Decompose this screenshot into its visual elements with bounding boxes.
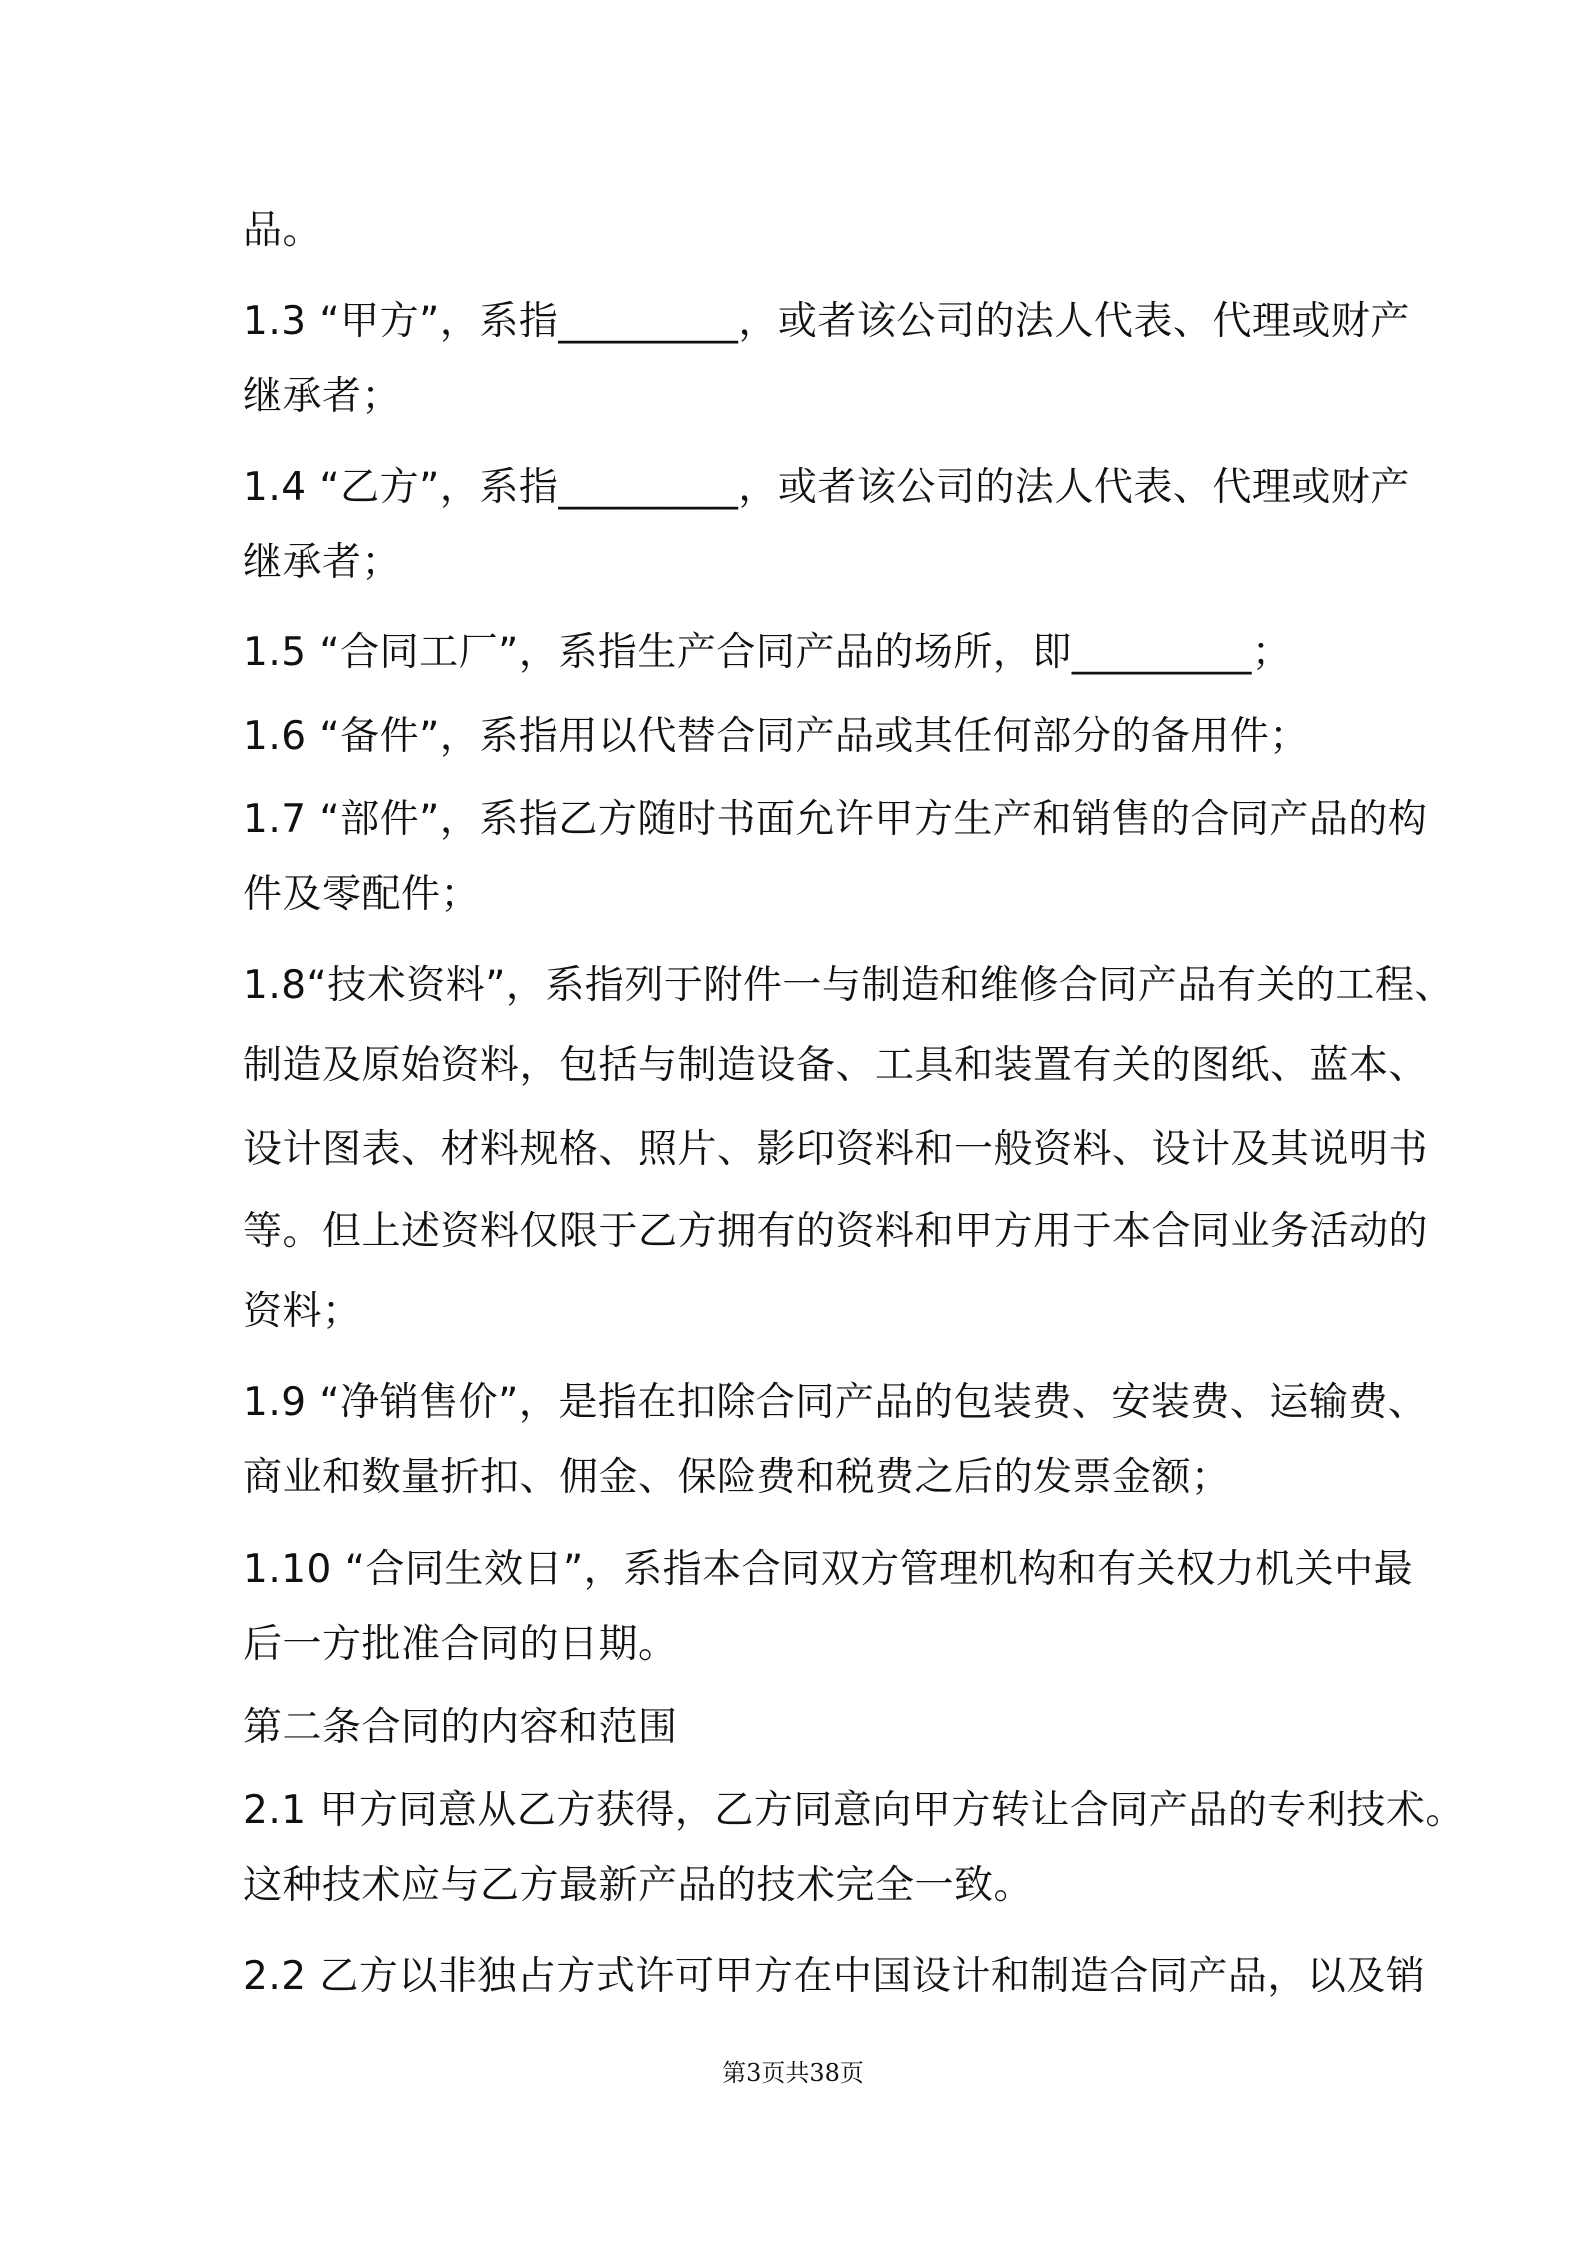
section-heading: 第二条合同的内容和范围 [243, 1705, 678, 1750]
text-line: 设计图表、材料规格、照片、影印资料和一般资料、设计及其说明书 [243, 1127, 1429, 1172]
text-line: 继承者； [243, 540, 402, 585]
text-line: 后一方批准合同的日期。 [243, 1622, 678, 1667]
text-line: 这种技术应与乙方最新产品的技术完全一致。 [243, 1863, 1034, 1908]
text-line: 1.8“技术资料”，系指列于附件一与制造和维修合同产品有关的工程、 [243, 963, 1454, 1008]
text-line: 继承者； [243, 374, 402, 419]
page-number: 第3页共38页 [722, 2059, 864, 2087]
text-line: 1.10 “合同生效日”，系指本合同双方管理机构和有关权力机关中最 [243, 1547, 1414, 1592]
text-line: 品。 [243, 208, 323, 253]
text-line: 1.4 “乙方”，系指_________，或者该公司的法人代表、代理或财产 [243, 465, 1410, 510]
text-line: 1.3 “甲方”，系指_________，或者该公司的法人代表、代理或财产 [243, 299, 1410, 344]
text-line: 2.2 乙方以非独占方式许可甲方在中国设计和制造合同产品，以及销 [243, 1954, 1426, 1999]
text-line: 商业和数量折扣、佣金、保险费和税费之后的发票金额； [243, 1455, 1231, 1500]
text-line: 等。但上述资料仅限于乙方拥有的资料和甲方用于本合同业务活动的 [243, 1209, 1429, 1254]
text-line: 1.7 “部件”，系指乙方随时书面允许甲方生产和销售的合同产品的构 [243, 797, 1428, 842]
text-line: 资料； [243, 1289, 362, 1334]
text-line: 件及零配件； [243, 872, 481, 917]
text-line: 制造及原始资料，包括与制造设备、工具和装置有关的图纸、蓝本、 [243, 1043, 1429, 1088]
text-line: 1.6 “备件”，系指用以代替合同产品或其任何部分的备用件； [243, 714, 1309, 759]
text-line: 2.1 甲方同意从乙方获得，乙方同意向甲方转让合同产品的专利技术。 [243, 1788, 1465, 1833]
text-line: 1.9 “净销售价”，是指在扣除合同产品的包装费、安装费、运输费、 [243, 1380, 1428, 1425]
text-line: 1.5 “合同工厂”，系指生产合同产品的场所，即_________； [243, 630, 1292, 675]
